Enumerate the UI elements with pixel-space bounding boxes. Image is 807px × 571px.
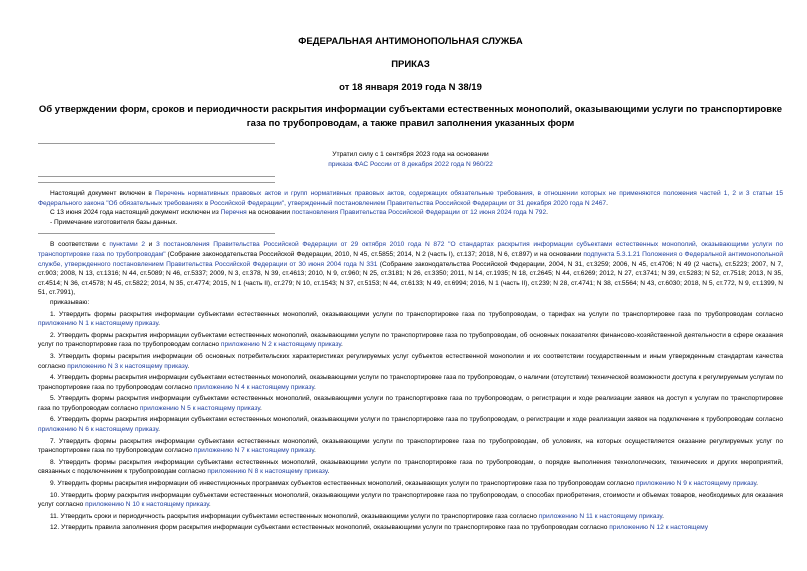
order-item-end: . — [662, 512, 664, 520]
order-item — [38, 415, 783, 434]
appendix-link[interactable]: приложению N 1 к настоящему приказу — [38, 320, 159, 328]
divider — [38, 176, 275, 177]
order-item-text: 3. Утвердить формы раскрытия информации об основных потребительских характеристиках регулируемых услуг субъектов естественной монополии и их соответствии государственным и иным утвержденным стандартам качества согласно — [38, 352, 783, 370]
appendix-link[interactable]: приложению N 2 к настоящему приказу — [220, 341, 341, 349]
postanovlenie-link[interactable]: постановления Правительства Российской Федерации от 12 июня 2024 года N 792 — [291, 209, 547, 217]
order-item-text: 12. Утвердить правила заполнения форм раскрытия информации субъектами естественных монополий, оказывающими услуги по транспортировке газа по трубопроводам согласно — [50, 524, 610, 532]
document-type: ПРИКАЗ — [391, 59, 430, 70]
appendix-link[interactable]: приложению N 9 к настоящему приказу — [636, 480, 757, 488]
divider — [38, 143, 275, 144]
appendix-link[interactable]: приложению N 12 к настоящему — [609, 524, 709, 532]
order-item-end: . — [158, 426, 160, 434]
order-item-end: . — [314, 447, 316, 455]
order-item-text: 9. Утвердить формы раскрытия информации об инвестиционных программах субъектов естественных монополий, оказывающих услуги по транспортировке газа по трубопроводам согласно — [50, 480, 637, 488]
postanovlenie-872-link[interactable]: 3 постановления Правительства Российской Федерации от 29 октября 2010 года N 872 "О стандартах раскрытия информации субъектами естественных монополий, оказывающими услуги по транспортировке газа по трубопроводам" — [38, 241, 784, 258]
perechen-link[interactable]: Перечень нормативных правовых актов и групп нормативных правовых актов, содержащих обязательные требования, в отношении которых не применяются положения частей 1, 2 и 3 статьи 15 Федерального закона "Об обязательных требованиях в Российской Федерации", утвержденный постановлением Правительства Российской Федерации от 31 декабря 2020 года N 2467 — [38, 190, 783, 207]
order-item-end: . — [208, 501, 211, 509]
order-item-text: 11. Утвердить сроки и периодичность раскрытия информации субъектами естественных монополий, оказывающими услуги по транспортировке газа согласно — [50, 512, 539, 520]
note-text: С 13 июня 2024 года настоящий документ исключен из — [50, 209, 221, 217]
order-item-text: 10. Утвердить форму раскрытия информации субъектами естественных монополий, оказывающими услуги по транспортировке газа по трубопроводам, о способах приобретения, стоимости и объемах товаров, необходимых для оказания услуг согласно — [38, 491, 783, 509]
order-item-text: 2. Утвердить формы раскрытия информации субъектами естественных монополий, оказывающими услуги по транспортировке газа по трубопроводам, об основных показателях финансово-хозяйственной деятельности в сфере оказания услуг по транспортировке газа по трубопроводам согласно — [38, 331, 783, 349]
document-date: от 18 января 2019 года N 38/19 — [339, 82, 482, 93]
preamble-text: В соответствии с — [50, 241, 110, 249]
order-item — [38, 331, 783, 350]
note-perechen — [38, 189, 783, 208]
order-item-text: 6. Утвердить формы раскрытия информации субъектами естественных монополий, оказывающими услуги по транспортировке газа по трубопроводам, о регистрации и ходе реализации заявок на подключение к трубопроводам согласно — [50, 416, 783, 424]
order-item-text: 7. Утвердить формы раскрытия информации субъектами естественных монополий, оказывающими услуги по транспортировке газа по трубопроводам, об условиях, на которых осуществляется оказание регулируемых услуг по транспортировке газа по трубопроводам согласно — [38, 437, 783, 455]
perechnya-link[interactable]: Перечня — [220, 209, 247, 217]
order-item — [38, 512, 783, 522]
note-text: Настоящий документ включен в — [50, 190, 155, 197]
order-item-text: 5. Утвердить формы раскрытия информации субъектами естественных монополий, оказывающими услуги по транспортировке газа по трубопроводам, о регистрации и ходе реализации заявок на доступ к услугам по транспортировке газа по трубопроводам согласно — [38, 395, 783, 412]
order-item-end: . — [756, 480, 758, 488]
lost-force-link[interactable]: приказа ФАС России от 8 декабря 2022 года N 960/22 — [328, 161, 493, 168]
order-item-end: . — [187, 362, 190, 370]
note-text: на основании — [246, 209, 292, 217]
order-item-text: 1. Утвердить формы раскрытия информации субъектами естественных монополий, оказывающими услуги по транспортировке газа по трубопроводам, о тарифах на услуги по транспортировке газа по трубопроводам согласно — [50, 310, 783, 318]
order-item-text: 4. Утвердить формы раскрытия информации субъектами естественных монополий, оказывающими услуги по транспортировке газа по трубопроводам, о наличии (отсутствии) технической возможности доступа к регулируемым услугам по транспортировке газа по трубопроводам согласно — [38, 374, 783, 391]
order-item — [38, 523, 783, 533]
preamble — [38, 240, 783, 298]
order-item-end: . — [158, 320, 160, 328]
order-item-end: . — [327, 468, 330, 476]
appendix-link[interactable]: приложению N 8 к настоящему приказу — [207, 468, 328, 476]
appendix-link[interactable]: приложению N 10 к настоящему приказу — [85, 501, 209, 509]
lost-force-note — [38, 150, 783, 170]
order-item — [38, 373, 783, 392]
preamble-text: (Собрание законодательства Российской Федерации, 2004, N 31, ст.3259; 2006, N 45, ст.4706; N 49 (2 часть), ст.5223; 2007, N 7, ст.903; 2008, N 13, ст.1316; N 44, ст.5089; N 46, ст.5337; 2009, N 3, ст.378, N 39, ст.4613; 2010, N 9, ст.960; N 25, ст.3181; N 26, ст.3350; 2011, N 14, ст.1935; N 18, ст.2645; N 44, ст.6269; 2012, N 27, ст.3741; N 39, ст.5283; N 52, ст.7518; 2013, N 35, ст.4514; N 36, ст.4578; N 45, ст.5822; 2014, N 35, ст.4774; 2015, N 1 (часть II), ст.279; N 10, ст.1543; N 37, ст.5153; N 44, ст.6133; N 49, ст.6994; 2016, N 1 (часть II), ст.239; N 28, ст.4741; N 38, ст.5564; N 43, ст.6030; 2018, N 5, ст.772, N 9, ст.1399, N 51, ст.7991), — [38, 260, 784, 297]
order-item — [38, 394, 783, 413]
appendix-link[interactable]: приложению N 4 к настоящему приказу — [193, 383, 315, 391]
note-text: . — [606, 199, 608, 207]
document-title: Об утверждении форм, сроков и периодичности раскрытия информации субъектами естественных монополий, оказывающими услуги по транспортировке газа по трубопроводам, а также правил заполнения указанных форм — [38, 104, 783, 129]
appendix-link[interactable]: приложению N 3 к настоящему приказу — [67, 362, 188, 370]
preamble-text: (Собрание законодательства Российской Федерации, 2010, N 45, ст.5855; 2014, N 2 (часть I), ст.137; 2018, N 6, ст.897) и на основании — [165, 250, 584, 258]
note-excluded — [38, 208, 783, 218]
order-item-text: 8. Утвердить формы раскрытия информации субъектами естественных монополий, оказывающими услуги по транспортировке газа по трубопроводам, о порядке выполнения технологических, технических и других мероприятий, связанных с подключением к трубопроводам согласно — [38, 458, 783, 476]
appendix-link[interactable]: приложению N 11 к настоящему приказу — [538, 512, 663, 520]
preamble-text: и — [145, 241, 157, 249]
order-word: приказываю: — [50, 298, 90, 306]
order-item — [38, 437, 783, 456]
order-item-end: . — [341, 341, 343, 349]
order-items — [38, 310, 783, 533]
order-item — [38, 491, 783, 510]
punkt-2-link[interactable]: пунктами 2 — [109, 241, 145, 249]
order-item-end: . — [314, 383, 316, 391]
agency-name: ФЕДЕРАЛЬНАЯ АНТИМОНОПОЛЬНАЯ СЛУЖБА — [298, 36, 523, 47]
order-item — [38, 479, 783, 489]
appendix-link[interactable]: приложению N 6 к настоящему приказу — [38, 426, 159, 434]
lost-force-text: Утратил силу с 1 сентября 2023 года на основании — [332, 151, 489, 158]
order-item — [38, 310, 783, 329]
order-item-end: . — [259, 404, 262, 412]
polozhenie-fas-link[interactable]: подпункта 5.3.1.21 Положения о Федеральной антимонопольной службе, утвержденного постановлением Правительства Российской Федерации от 30 июня 2004 года N 331 — [38, 250, 783, 268]
appendix-link[interactable]: приложению N 7 к настоящему приказу — [193, 447, 315, 455]
note-text: . — [546, 209, 548, 217]
order-item — [38, 458, 783, 477]
appendix-link[interactable]: приложению N 5 к настоящему приказу — [139, 404, 260, 412]
order-item — [38, 352, 783, 371]
note-db-maker: - Примечание изготовителя базы данных. — [50, 218, 178, 226]
